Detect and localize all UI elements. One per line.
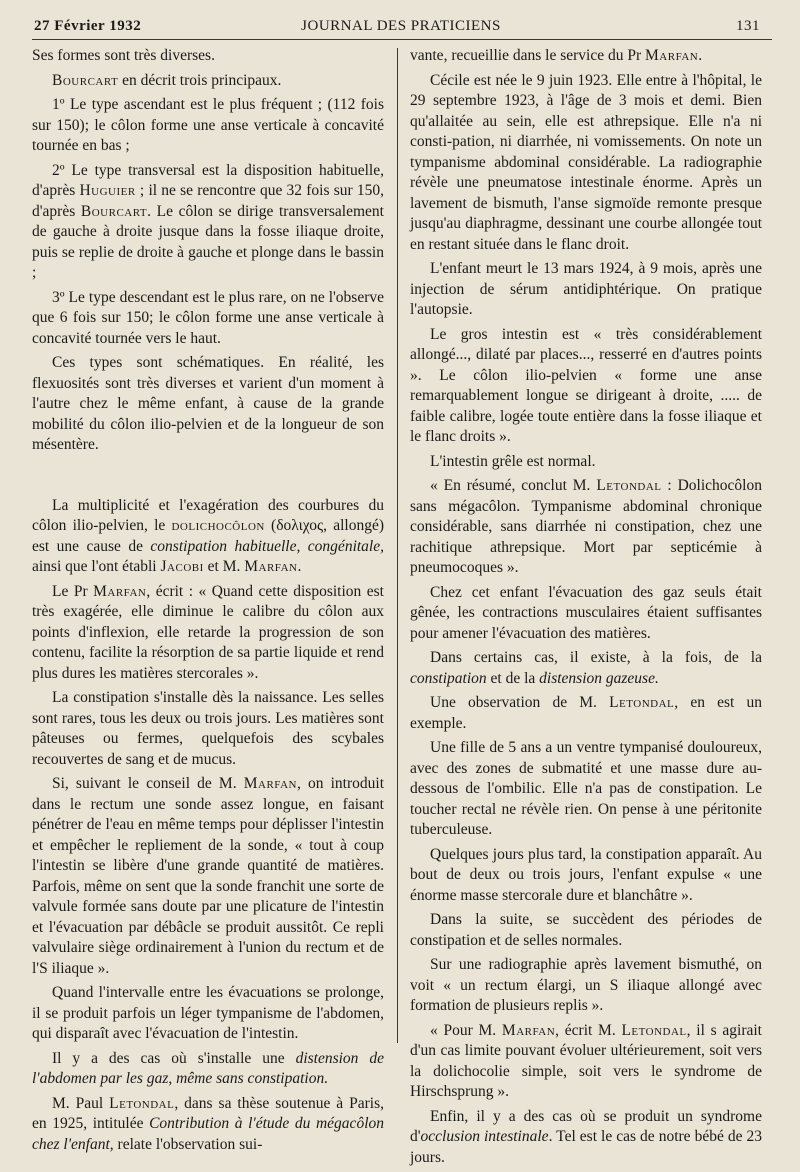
paragraph: La multiplicité et l'exagération des courbures du côlon ilio-pelvien, le dolichocôlon (δολιχος, allongé) est une cause de constipation habituelle, congénitale, ainsi que l'ont établi Jacobi et M. Marfan. (32, 496, 384, 575)
header-page-number: 131 (736, 18, 760, 34)
paragraph: vante, recueillie dans le service du Pr Marfan. (410, 47, 703, 64)
paragraph: Dans la suite, se succèdent des périodes de constipation et de selles normales. (410, 911, 762, 949)
paragraph: Le Pr Marfan, écrit : « Quand cette disposition est très exagérée, elle diminue le calibre du côlon aux points d'inflexion, elle retarde la progression de son contenu, facilite la résorption de sa partie liquide et rend plus dures les matières stercorales ». (32, 582, 384, 682)
paragraph: Quelques jours plus tard, la constipation apparaît. Au bout de deux ou trois jours, l'enfant expulse « une énorme masse stercorale dure et blanchâtre ». (410, 845, 762, 904)
paragraph: « Pour M. Marfan, écrit M. Letondal, il s agirait d'un cas limite pouvant évoluer ultérieurement, soit vers la dolichocolie simple, soit vers le syndrome de Hirschsprung ». (410, 1021, 762, 1100)
paragraph: Si, suivant le conseil de M. Marfan, on introduit dans le rectum une sonde assez longue, en faisant pénétrer de l'eau en même temps pour déplisser l'intestin et empêcher le repliement de la sonde, « tout à coup l'intestin se libère d'une grande quantité de matières. Parfois, même on sent que la sonde franchit une sorte de valvule formée sans doute par une plicature de l'intestin et l'évacuation par débâcle se produit aussitôt. Ce repli valvulaire siège ordinairement à l'union du rectum et de l'S iliaque ». (32, 775, 385, 977)
header-journal-title: JOURNAL DES PRATICIENS (301, 18, 501, 34)
paragraph: L'enfant meurt le 13 mars 1924, à 9 mois, après une injection de sérum antidiphtérique. On pratique l'autopsie. (410, 260, 762, 318)
paragraph: La constipation s'installe dès la naissance. Les selles sont rares, tous les deux ou trois jours. Les matières sont pâteuses ou fermes, quelquefois des scybales recouvertes de sang et de mucus. (32, 689, 384, 768)
paragraph: 1º Le type ascendant est le plus fréquent ; (112 fois sur 150); le côlon forme une anse verticale à concavité tournée en bas ; (32, 96, 384, 154)
paragraph: M. Paul Letondal, dans sa thèse soutenue à Paris, en 1925, intitulée Contribution à l'étude du mégacôlon chez l'enfant, relate l'observation sui- (32, 1094, 384, 1153)
header-rule (32, 39, 772, 40)
paragraph: Ces types sont schématiques. En réalité, les flexuosités sont très diverses et varient d'un moment à l'autre chez le même enfant, à cause de la grande mobilité du côlon ilio-pelvien et de la longueur de son mésentère. (32, 354, 384, 453)
paragraph: 2º Le type transversal est la disposition habituelle, d'après Huguier ; il ne se rencontre que 32 fois sur 150, d'après Bourcart. Le côlon se dirige transversalement de gauche à droite jusque dans la fosse iliaque droite, puis se replie de droite à gauche et plonge dans le bassin ; (32, 161, 384, 281)
page-header (34, 14, 768, 38)
column-divider (397, 48, 398, 1043)
left-column (32, 46, 384, 1159)
header-date: 27 Février 1932 (34, 18, 142, 34)
paragraph: 3º Le type descendant est le plus rare, on ne l'observe que 6 fois sur 150; le côlon forme une anse verticale à concavité tournée vers le haut. (32, 288, 384, 347)
paragraph: Chez cet enfant l'évacuation des gaz seuls était gênée, les contractions musculaires étaient suffisantes pour amener l'évacuation des matières. (410, 583, 762, 642)
paragraph: L'intestin grêle est normal. (430, 452, 596, 470)
paragraph: Une observation de M. Letondal, en est un exemple. (410, 694, 762, 732)
paragraph: Cécile est née le 9 juin 1923. Elle entre à l'hôpital, le 29 septembre 1923, à l'âge de 3 mois et demi. Bien qu'allaitée au sein, elle est athrepsique. Elle n'a ni consti-pation, ni diarrhée, ni vomissements. On note un tympanisme abdominal considérable. La radiographie révèle une pneumatose intestinale énorme. Après un lavement de bismuth, l'anse sigmoïde remonte presque jusqu'au diaphragme, dessinant une courbe allongée tout en restant située dans le flanc droit. (410, 71, 762, 253)
paragraph: Il y a des cas où s'installe une distension de l'abdomen par les gaz, même sans constipation. (32, 1049, 384, 1087)
paragraph: Enfin, il y a des cas où se produit un syndrome d'occlusion intestinale. Tel est le cas de notre bébé de 23 jours. (410, 1107, 763, 1166)
paragraph: Bourcart en décrit trois principaux. (52, 71, 282, 89)
paragraph: Une fille de 5 ans a un ventre tympanisé douloureux, avec des zones de submatité et une masse dure au-dessous de l'ombilic. Elle n'a pas de constipation. Le toucher rectal ne révèle rien. On pense à une péritonite tuberculeuse. (410, 739, 762, 838)
paragraph: Le gros intestin est « très considérablement allongé..., dilaté par places..., resserré en d'autres points ». Le côlon ilio-pelvien « forme une anse remarquablement longue se dirigeant à droite, ..... de faible calibre, logée toute entière dans la fosse iliaque et le flanc droits ». (410, 325, 762, 445)
paragraph: Dans certains cas, il existe, à la fois, de la constipation et de la distension gazeuse. (410, 649, 762, 687)
paragraph: Sur une radiographie après lavement bismuthé, on voit « un rectum élargi, un S iliaque allongé avec formation de plusieurs replis ». (410, 956, 762, 1014)
paragraph: Ses formes sont très diverses. (32, 47, 215, 64)
paragraph: « En résumé, conclut M. Letondal : Dolichocôlon sans mégacôlon. Tympanisme abdominal chronique considérable, sans diarrhée ni constipation, chez une rachitique athrepsique. Mort par septicémie à pneumocoques ». (410, 477, 762, 576)
right-column (410, 46, 762, 1172)
paragraph: Quand l'intervalle entre les évacuations se prolonge, il se produit parfois un léger tympanisme de l'abdomen, qui disparaît avec l'évacuation de l'intestin. (32, 984, 384, 1042)
